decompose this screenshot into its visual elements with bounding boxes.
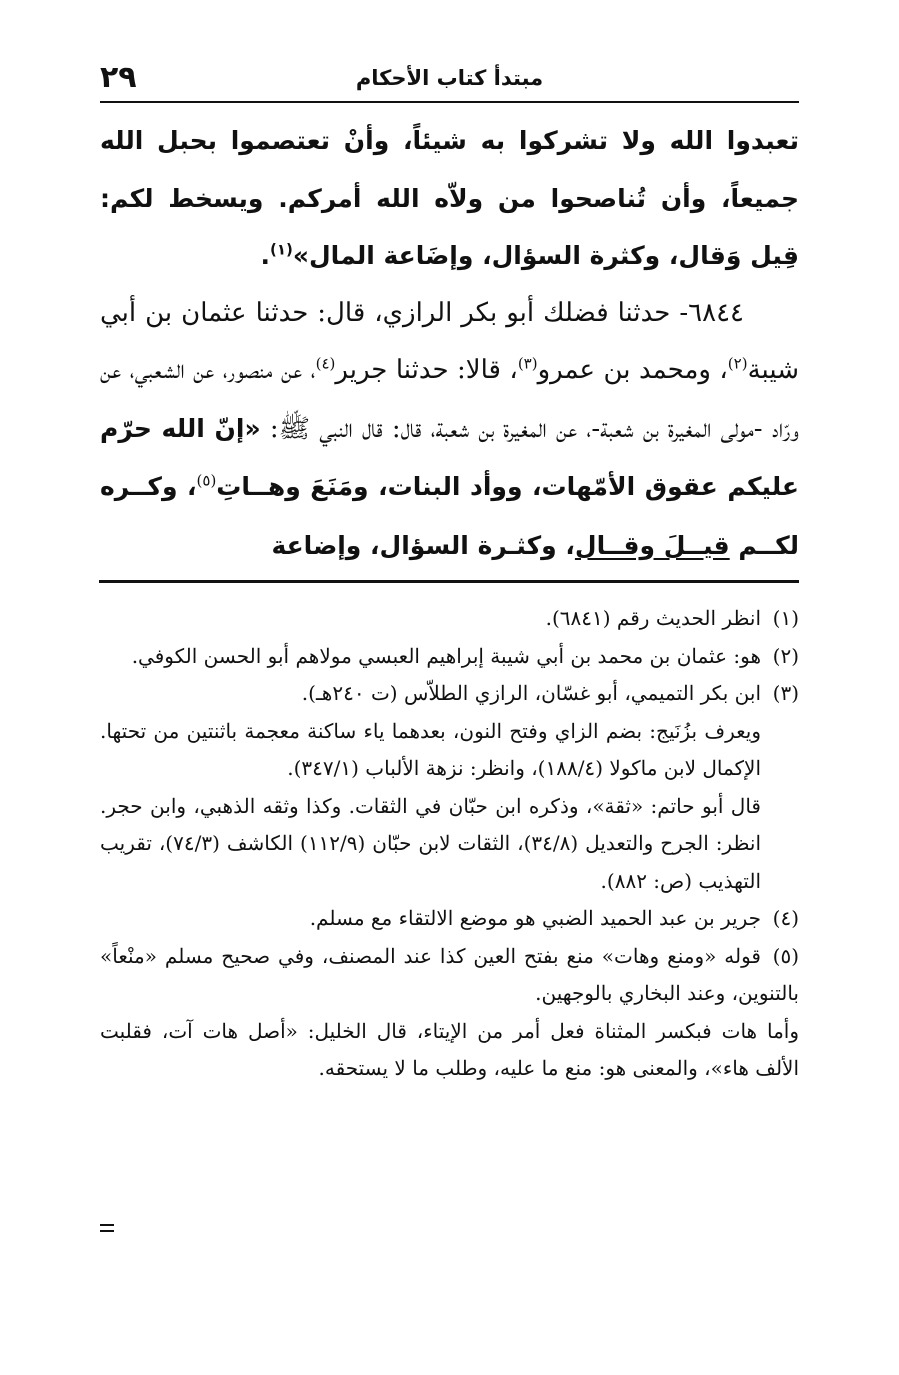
footnotes	[100, 600, 799, 1088]
footnote-ref-3: (٣)	[517, 354, 538, 373]
hadith-continuation-paragraph	[100, 112, 799, 285]
hadith-6844-paragraph	[100, 285, 799, 576]
footnote-1	[100, 600, 799, 638]
footnote-text: قوله «ومنع وهات» منع بفتح العين كذا عند المصنف، وفي صحيح مسلم «منْعاً» بالتنوين، وعند البخاري بالوجهين.	[100, 943, 799, 1005]
footnote-number: (١)	[772, 606, 799, 630]
footnote-text: هو: عثمان بن محمد بن أبي شيبة إبراهيم العبسي مولاهم أبو الحسن الكوفي.	[131, 643, 761, 668]
matn-quote-c: ، وكثـرة السؤال، وإضاعة	[271, 530, 575, 560]
footnote-separator	[99, 580, 799, 583]
footnote-text: ابن بكر التميمي، أبو غسّان، الرازي الطلاّس (ت ٢٤٠هـ).	[301, 681, 761, 705]
footnote-3-continuation-2: قال أبو حاتم: «ثقة»، وذكره ابن حبّان في الثقات. وكذا وثقه الذهبي، وابن حجر. انظر: الجرح والتعديل (٣٤/٨)، الثقات لابن حبّان (١١٢/٩) الكاشف (٧٤/٣)، تقريب التهذيب (ص: ٨٨٢).	[100, 793, 761, 893]
continuation-mark	[100, 1224, 114, 1232]
footnote-number: (٣)	[772, 681, 799, 705]
isnad-intro: ٦٨٤٤- حدثنا فضلك أبو بكر الرازي، قال: حدثنا عثمان بن أبي شيبة	[100, 297, 799, 385]
footnote-number: (٢)	[772, 643, 799, 668]
footnote-number: (٤)	[772, 906, 799, 930]
hadith-continuation-text: تعبدوا الله ولا تشركوا به شيئاً، وأنْ تعتصموا بحبل الله جميعاً، وأن تُناصحوا من ولاّه الله أمركم. ويسخط لكم: قِيل وَقال، وكثرة السؤال، وإضَاعة المال»	[100, 126, 799, 270]
paragraph-end: .	[260, 241, 270, 270]
footnote-2	[100, 638, 799, 676]
footnote-3	[100, 675, 799, 713]
footnote-text: انظر الحديث رقم (٦٨٤١).	[545, 606, 761, 630]
isnad-segment-3: ، قالا: حدثنا جرير	[335, 355, 518, 385]
footnote-3-continuation-1: ويعرف بزُنَيج: بضم الزاي وفتح النون، بعدهما ياء ساكنة معجمة باثنتين من تحتها. الإكمال لابن ماكولا (١٨٨/٤)، وانظر: نزهة الألباب (٣٤٧/١).	[100, 718, 761, 780]
footnote-5-continuation-1: وأما هات فبكسر المثناة فعل أمر من الإيتاء، قال الخليل: «أصل هات آت، فقلبت الألف هاء»، والمعنى هو: منع ما عليه، وطلب ما لا يستحقه.	[100, 1018, 799, 1080]
matn-quote-b: ، وكــره لكــم	[100, 472, 799, 560]
page-number: ٢٩	[100, 60, 137, 95]
running-title: مبتدأ كتاب الأحكام	[355, 66, 544, 90]
footnote-ref-1: (١)	[269, 240, 293, 259]
isnad-segment-4: ، عن منصور، عن الشعبي، عن ورّاد -مولى المغيرة بن شعبة-، عن المغيرة بن شعبة، قال: قال النبي ﷺ:	[100, 355, 799, 444]
page-header	[100, 60, 799, 100]
footnote-ref-5: (٥)	[196, 471, 217, 490]
isnad-segment-2: ، ومحمد بن عمرو	[537, 355, 728, 385]
header-rule	[100, 101, 799, 103]
matn-underlined-phrase: قيــلَ وقــال	[574, 530, 730, 560]
matn-quote-a: «إنّ الله حرّم عليكم عقوق الأمّهات، ووأد البنات، ومَنَعَ وهــاتِ	[100, 413, 799, 501]
footnote-ref-2: (٢)	[727, 354, 748, 373]
footnote-5	[100, 938, 799, 1013]
main-text	[100, 112, 799, 575]
footnote-ref-4: (٤)	[315, 354, 336, 373]
footnote-number: (٥)	[772, 943, 799, 968]
footnote-text: جرير بن عبد الحميد الضبي هو موضع الالتقاء مع مسلم.	[309, 906, 761, 930]
footnote-4	[100, 900, 799, 938]
